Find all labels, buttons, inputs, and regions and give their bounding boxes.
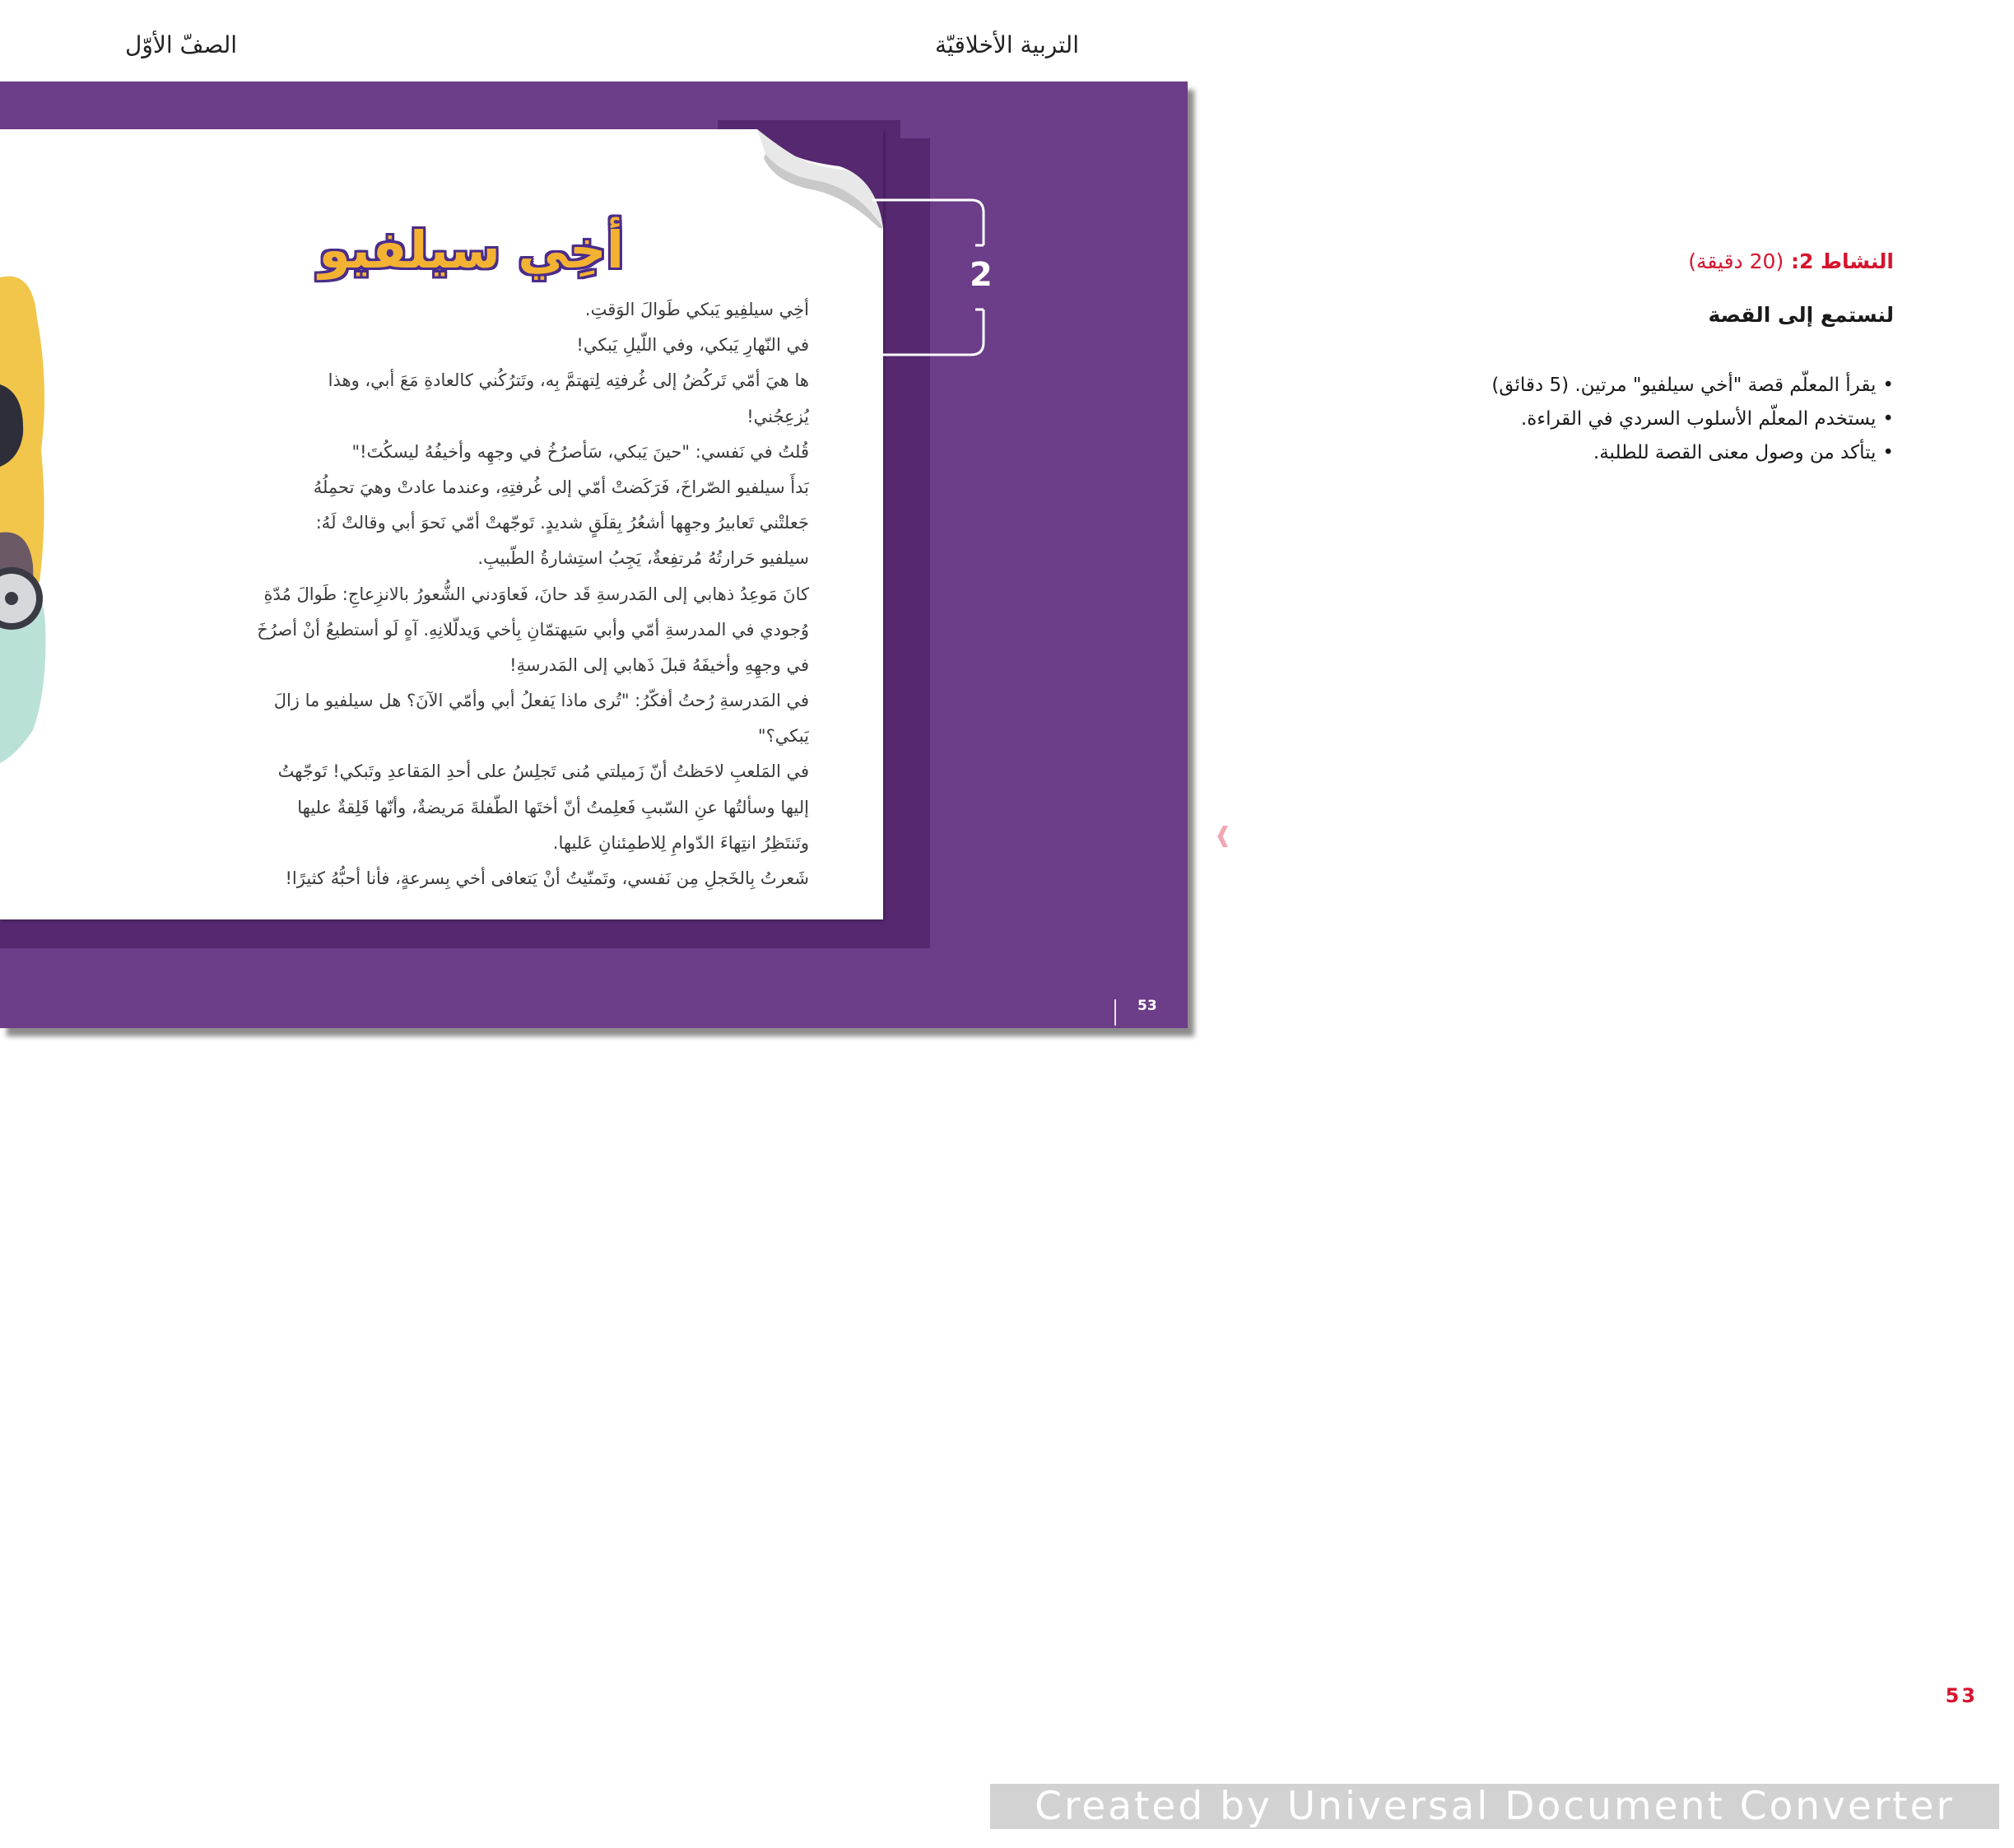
converter-watermark: Created by Universal Document Converter [990,1784,1999,1829]
activity-step [1491,369,1894,403]
story-line: في وجهِهِ وأخيفَهُ قبلَ ذَهابي إلى المَدرسةِ! [509,654,809,675]
bullet-icon: • [1882,408,1894,430]
story-line: في النّهارِ يَبكي، وفي اللّيلِ يَبكي! [576,335,809,356]
story-line: في المَلعبِ لاحَظتُ أنّ زَميلتي مُنى تَجلِسُ على أحدِ المَقاعدِ وتَبكي! تَوجّهتُ [277,761,809,782]
story-line: إليها وسألتُها عنِ السّببِ فَعلِمتُ أنّ أختَها الطّفلةَ مَريضةٌ، وأنّها قَلِقةٌ عليها [297,797,809,817]
activity-step-text: يقرأ المعلّم قصة "أخي سيلفيو" مرتين. (5 دقائق) [1491,375,1877,396]
story-line: يَبكي؟" [757,726,809,747]
story-page [0,129,883,919]
story-line: جَعلتْني تَعابيرُ وجهِها أشعُرُ بِقلَقٍ شديدٍ. تَوجّهتْ أمّي نَحوَ أبي وقالتْ لَهُ: [315,513,809,533]
section-number: 2 [970,256,993,294]
bullet-icon: • [1882,442,1894,463]
activity-steps [1491,369,1894,470]
bullet-icon: • [1882,375,1894,396]
page-curl [757,129,883,228]
activity-step-text: يتأكد من وصول معنى القصة للطلبة. [1593,442,1877,463]
folio-divider [1114,999,1116,1026]
story-line: قُلتُ في نَفسي: "حينَ يَبكي، سَأصرُخُ في وجهِه وأخيفُهُ ليسكُتَ!" [351,441,809,462]
story-line: بَدأَ سيلفيو الصّراخَ، فَرَكَضتْ أمّي إلى غُرفتِهِ، وعندما عادتْ وهيَ تحمِلُهُ [313,477,809,497]
book-folio: 53 [1137,998,1157,1014]
activity-duration: (20 دقيقة) [1688,249,1784,273]
story-line: ها هيَ أمّي تَركُضُ إلى غُرفتِه لِتهتمَّ بِه، وتَترُكُني كالعادةِ مَعَ أبي، وهذا [328,370,809,391]
grade-header: الصفّ الأوّل [125,31,238,58]
subject-header: التربية الأخلاقيّة [935,31,1079,58]
story-line: شَعرتُ بِالخَجلِ مِن نَفسي، وتَمنّيتُ أنْ يَتعافى أخي بِسرعةٍ، فأنا أحبُّهُ كثيرًا! [285,868,809,888]
story-line: يُزعِجُني! [747,406,809,426]
story-line: وتَنتَظِرُ انتِهاءَ الدّوامِ لِلاطمِئنانِ عَليها. [552,832,809,853]
activity-title [1688,249,1894,273]
activity-step [1491,403,1894,436]
story-line: في المَدرسةِ رُحتُ أفكّرُ: "تُرى ماذا يَفعلُ أبي وأمّي الآنَ؟ هل سيلفيو ما زالَ [273,691,809,711]
story-title: أخِي سيلفيو [319,220,624,280]
story-text [85,292,809,896]
activity-step-text: يستخدم المعلّم الأسلوب السردي في القراءة. [1520,408,1877,430]
decorative-mark: ❰ [1214,823,1232,848]
activity-label: النشاط 2: [1790,249,1894,273]
story-line: وُجودي في المدرسةِ أمّي وأبي سَيهتمّانِ بِأخي وَيدلّلانِهِ. آهٍ لَو أستطيعُ أنْ أصرُخَ [257,619,809,640]
activity-step [1491,436,1894,470]
story-line: سيلفيو حَرارتُهُ مُرتفِعةٌ، يَجِبُ استِشارةُ الطّبيبِ. [477,548,809,569]
activity-subtitle: لنستمع إلى القصة [1708,303,1894,327]
story-line: أخِي سيلفِيو يَبكي طَوالَ الوَقتِ. [584,300,809,319]
story-illustration [0,269,49,763]
page-number: 53 [1945,1684,1978,1707]
story-line: كانَ مَوعِدُ ذهابي إلى المَدرسةِ قَد حانَ، فَعاوَدني الشُّعورُ بالانزِعاجِ: طَوالَ مُدّةِ [263,584,809,604]
